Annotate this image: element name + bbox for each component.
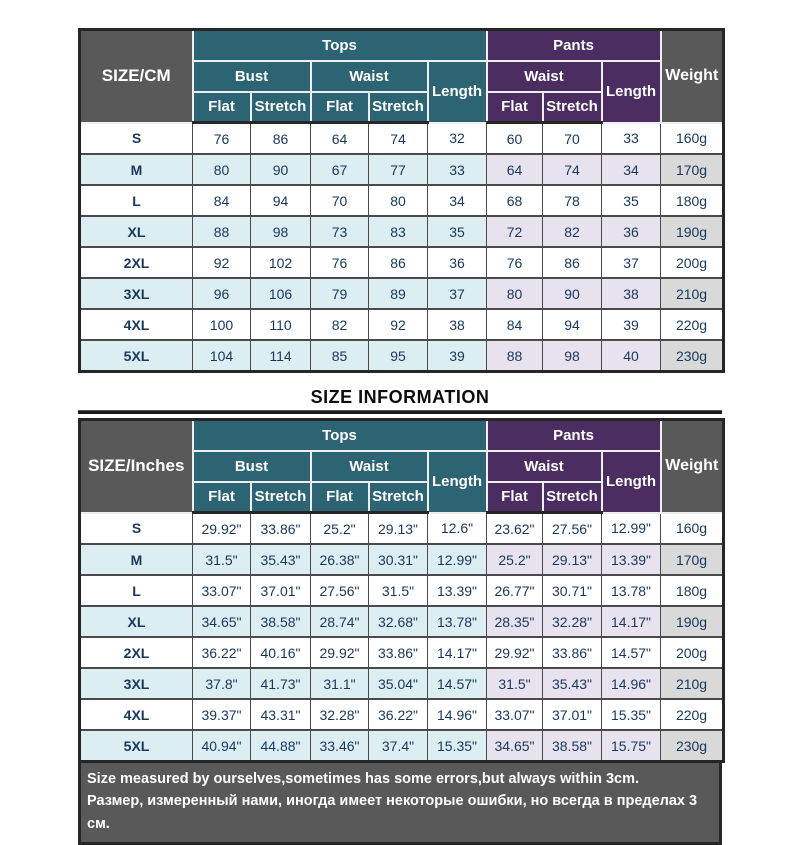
table-row: [80, 278, 724, 309]
value-cell: 70: [543, 123, 602, 155]
value-cell: 15.35": [602, 699, 661, 730]
value-cell: 14.57": [602, 637, 661, 668]
value-cell: 40.16": [251, 637, 311, 668]
table-row: [80, 699, 724, 730]
size-label-cell: M: [80, 544, 193, 575]
header-weight: Weight: [661, 420, 724, 513]
table-row: [80, 216, 724, 247]
value-cell: 36: [602, 216, 661, 247]
table-row: [80, 730, 724, 762]
value-cell: 29.92": [487, 637, 543, 668]
value-cell: 31.5": [369, 575, 428, 606]
size-label-cell: 5XL: [80, 730, 193, 762]
value-cell: 84: [193, 185, 251, 216]
disclaimer-line-ru: Размер, измеренный нами, иногда имеет некоторые ошибки, но всегда в пределах 3 см.: [87, 793, 698, 832]
value-cell: 40.94": [193, 730, 251, 762]
header-tops: Tops: [193, 30, 487, 61]
weight-cell: 160g: [661, 513, 724, 545]
weight-cell: 230g: [661, 340, 724, 372]
value-cell: 70: [311, 185, 369, 216]
value-cell: 13.78": [602, 575, 661, 606]
value-cell: 98: [543, 340, 602, 372]
header-row-groups: [80, 30, 724, 61]
value-cell: 31.5": [193, 544, 251, 575]
value-cell: 94: [543, 309, 602, 340]
value-cell: 14.57": [428, 668, 487, 699]
value-cell: 41.73": [251, 668, 311, 699]
value-cell: 82: [311, 309, 369, 340]
value-cell: 92: [369, 309, 428, 340]
value-cell: 80: [487, 278, 543, 309]
value-cell: 14.17": [602, 606, 661, 637]
value-cell: 98: [251, 216, 311, 247]
weight-cell: 200g: [661, 247, 724, 278]
table-row: [80, 544, 724, 575]
table-row: [80, 637, 724, 668]
value-cell: 35.43": [543, 668, 602, 699]
table-row: [80, 154, 724, 185]
table-body-cm: [80, 123, 724, 372]
value-cell: 90: [543, 278, 602, 309]
value-cell: 14.96": [428, 699, 487, 730]
disclaimer-line-en: Size measured by ourselves,sometimes has some errors,but always within 3cm.: [87, 771, 640, 787]
header-bust-flat: Flat: [193, 482, 251, 513]
weight-cell: 180g: [661, 185, 724, 216]
value-cell: 29.13": [543, 544, 602, 575]
value-cell: 29.13": [369, 513, 428, 545]
weight-cell: 170g: [661, 154, 724, 185]
value-cell: 36.22": [193, 637, 251, 668]
size-label-cell: 3XL: [80, 278, 193, 309]
value-cell: 84: [487, 309, 543, 340]
weight-cell: 220g: [661, 309, 724, 340]
value-cell: 82: [543, 216, 602, 247]
size-label-cell: L: [80, 575, 193, 606]
value-cell: 37.4": [369, 730, 428, 762]
value-cell: 79: [311, 278, 369, 309]
value-cell: 13.39": [602, 544, 661, 575]
value-cell: 64: [487, 154, 543, 185]
value-cell: 32.28": [311, 699, 369, 730]
table-row: [80, 513, 724, 545]
value-cell: 14.17": [428, 637, 487, 668]
value-cell: 38: [428, 309, 487, 340]
size-label-cell: S: [80, 123, 193, 155]
value-cell: 37: [428, 278, 487, 309]
value-cell: 43.31": [251, 699, 311, 730]
table-body-inches: [80, 513, 724, 762]
value-cell: 13.78": [428, 606, 487, 637]
value-cell: 35: [602, 185, 661, 216]
value-cell: 106: [251, 278, 311, 309]
value-cell: 37.8": [193, 668, 251, 699]
value-cell: 76: [193, 123, 251, 155]
value-cell: 14.96": [602, 668, 661, 699]
value-cell: 90: [251, 154, 311, 185]
value-cell: 38.58": [543, 730, 602, 762]
value-cell: 32.68": [369, 606, 428, 637]
weight-cell: 160g: [661, 123, 724, 155]
value-cell: 74: [369, 123, 428, 155]
size-table-inches: [78, 418, 725, 763]
value-cell: 96: [193, 278, 251, 309]
value-cell: 44.88": [251, 730, 311, 762]
value-cell: 34: [428, 185, 487, 216]
value-cell: 12.99": [428, 544, 487, 575]
table-row: [80, 575, 724, 606]
table-row: [80, 123, 724, 155]
value-cell: 80: [193, 154, 251, 185]
size-label-cell: 4XL: [80, 309, 193, 340]
header-pants-flat: Flat: [487, 482, 543, 513]
header-bust: Bust: [193, 451, 311, 482]
table-header: [80, 420, 724, 513]
value-cell: 76: [311, 247, 369, 278]
value-cell: 80: [369, 185, 428, 216]
table-row: [80, 606, 724, 637]
header-pants-stretch: Stretch: [543, 92, 602, 123]
table-header: [80, 30, 724, 123]
value-cell: 39.37": [193, 699, 251, 730]
value-cell: 36: [428, 247, 487, 278]
value-cell: 68: [487, 185, 543, 216]
value-cell: 35.04": [369, 668, 428, 699]
weight-cell: 210g: [661, 668, 724, 699]
header-waist-stretch: Stretch: [369, 482, 428, 513]
header-waist-flat: Flat: [311, 92, 369, 123]
value-cell: 27.56": [543, 513, 602, 545]
table-row: [80, 668, 724, 699]
value-cell: 78: [543, 185, 602, 216]
header-bust: Bust: [193, 61, 311, 92]
value-cell: 34.65": [487, 730, 543, 762]
value-cell: 32.28": [543, 606, 602, 637]
header-pants-stretch: Stretch: [543, 482, 602, 513]
value-cell: 34: [602, 154, 661, 185]
size-label-cell: 5XL: [80, 340, 193, 372]
header-tops-length: Length: [428, 451, 487, 513]
value-cell: 64: [311, 123, 369, 155]
header-tops-length: Length: [428, 61, 487, 123]
value-cell: 74: [543, 154, 602, 185]
value-cell: 33: [602, 123, 661, 155]
value-cell: 95: [369, 340, 428, 372]
header-bust-stretch: Stretch: [251, 482, 311, 513]
value-cell: 37.01": [543, 699, 602, 730]
weight-cell: 180g: [661, 575, 724, 606]
table-row: [80, 340, 724, 372]
value-cell: 39: [602, 309, 661, 340]
size-label-cell: L: [80, 185, 193, 216]
value-cell: 36.22": [369, 699, 428, 730]
value-cell: 31.5": [487, 668, 543, 699]
value-cell: 88: [487, 340, 543, 372]
value-cell: 67: [311, 154, 369, 185]
page-title: SIZE INFORMATION: [310, 387, 490, 407]
value-cell: 86: [251, 123, 311, 155]
weight-cell: 190g: [661, 216, 724, 247]
header-tops: Tops: [193, 420, 487, 451]
value-cell: 23.62": [487, 513, 543, 545]
value-cell: 40: [602, 340, 661, 372]
value-cell: 38.58": [251, 606, 311, 637]
value-cell: 26.38": [311, 544, 369, 575]
value-cell: 32: [428, 123, 487, 155]
value-cell: 38: [602, 278, 661, 309]
value-cell: 25.2": [487, 544, 543, 575]
value-cell: 31.1": [311, 668, 369, 699]
size-label-cell: M: [80, 154, 193, 185]
value-cell: 26.77": [487, 575, 543, 606]
header-pants: Pants: [487, 420, 661, 451]
header-tops-waist: Waist: [311, 61, 428, 92]
value-cell: 94: [251, 185, 311, 216]
value-cell: 37: [602, 247, 661, 278]
weight-cell: 170g: [661, 544, 724, 575]
value-cell: 29.92": [193, 513, 251, 545]
value-cell: 25.2": [311, 513, 369, 545]
weight-cell: 230g: [661, 730, 724, 762]
value-cell: 100: [193, 309, 251, 340]
header-row-groups: [80, 420, 724, 451]
value-cell: 86: [543, 247, 602, 278]
size-label-cell: XL: [80, 216, 193, 247]
value-cell: 92: [193, 247, 251, 278]
size-table-cm: [78, 28, 725, 373]
size-label-cell: 4XL: [80, 699, 193, 730]
value-cell: 85: [311, 340, 369, 372]
value-cell: 88: [193, 216, 251, 247]
header-pants: Pants: [487, 30, 661, 61]
header-pants-length: Length: [602, 451, 661, 513]
value-cell: 28.35": [487, 606, 543, 637]
table-row: [80, 247, 724, 278]
value-cell: 60: [487, 123, 543, 155]
value-cell: 33.07": [193, 575, 251, 606]
value-cell: 39: [428, 340, 487, 372]
value-cell: 12.99": [602, 513, 661, 545]
value-cell: 12.6": [428, 513, 487, 545]
header-pants-waist: Waist: [487, 451, 602, 482]
value-cell: 33.86": [369, 637, 428, 668]
value-cell: 86: [369, 247, 428, 278]
header-pants-flat: Flat: [487, 92, 543, 123]
value-cell: 33.46": [311, 730, 369, 762]
value-cell: 35.43": [251, 544, 311, 575]
value-cell: 33: [428, 154, 487, 185]
header-pants-length: Length: [602, 61, 661, 123]
value-cell: 73: [311, 216, 369, 247]
header-size-unit: SIZE/Inches: [80, 420, 193, 513]
value-cell: 89: [369, 278, 428, 309]
value-cell: 83: [369, 216, 428, 247]
weight-cell: 200g: [661, 637, 724, 668]
header-waist-flat: Flat: [311, 482, 369, 513]
value-cell: 35: [428, 216, 487, 247]
value-cell: 27.56": [311, 575, 369, 606]
header-waist-stretch: Stretch: [369, 92, 428, 123]
value-cell: 114: [251, 340, 311, 372]
value-cell: 34.65": [193, 606, 251, 637]
value-cell: 76: [487, 247, 543, 278]
value-cell: 104: [193, 340, 251, 372]
size-chart-sheet: [78, 28, 722, 845]
value-cell: 13.39": [428, 575, 487, 606]
size-label-cell: 2XL: [80, 637, 193, 668]
header-tops-waist: Waist: [311, 451, 428, 482]
size-label-cell: 2XL: [80, 247, 193, 278]
value-cell: 72: [487, 216, 543, 247]
weight-cell: 210g: [661, 278, 724, 309]
value-cell: 29.92": [311, 637, 369, 668]
header-weight: Weight: [661, 30, 724, 123]
header-bust-stretch: Stretch: [251, 92, 311, 123]
size-label-cell: S: [80, 513, 193, 545]
measurement-disclaimer: [78, 763, 722, 845]
size-label-cell: 3XL: [80, 668, 193, 699]
value-cell: 28.74": [311, 606, 369, 637]
weight-cell: 190g: [661, 606, 724, 637]
size-label-cell: XL: [80, 606, 193, 637]
value-cell: 33.07": [487, 699, 543, 730]
weight-cell: 220g: [661, 699, 724, 730]
table-row: [80, 185, 724, 216]
table-row: [80, 309, 724, 340]
value-cell: 33.86": [543, 637, 602, 668]
value-cell: 37.01": [251, 575, 311, 606]
value-cell: 110: [251, 309, 311, 340]
header-bust-flat: Flat: [193, 92, 251, 123]
value-cell: 33.86": [251, 513, 311, 545]
header-pants-waist: Waist: [487, 61, 602, 92]
header-size-unit: SIZE/CM: [80, 30, 193, 123]
value-cell: 15.35": [428, 730, 487, 762]
value-cell: 15.75": [602, 730, 661, 762]
value-cell: 102: [251, 247, 311, 278]
value-cell: 77: [369, 154, 428, 185]
value-cell: 30.31": [369, 544, 428, 575]
value-cell: 30.71": [543, 575, 602, 606]
